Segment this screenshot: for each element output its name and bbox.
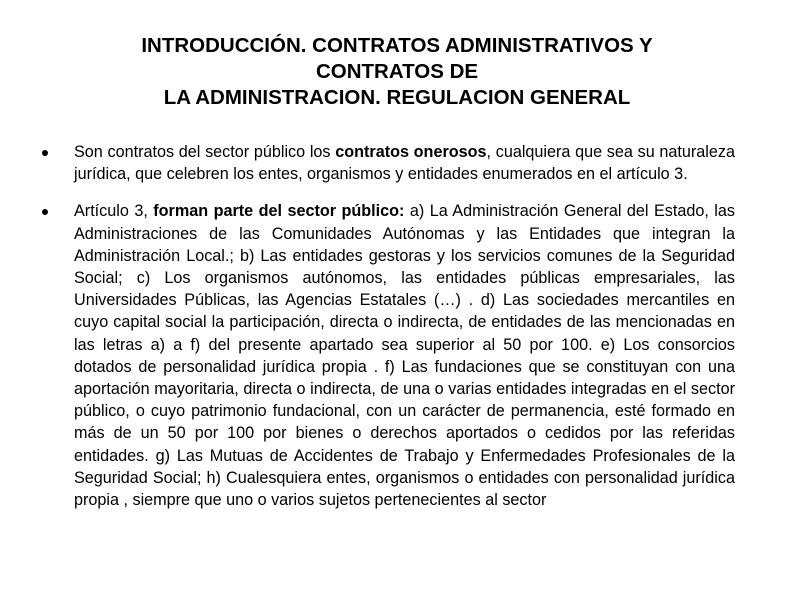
bold-text-run: forman parte del sector público:: [153, 202, 405, 221]
text-run: , cualquiera que sea su naturaleza jurídica, que celebren los entes, organismos y entidades enumerados en el artículo 3.: [74, 143, 735, 184]
bullet-icon: [42, 150, 48, 156]
title-line-1: INTRODUCCIÓN. CONTRATOS ADMINISTRATIVOS Y: [141, 34, 653, 57]
text-run: Artículo 3,: [74, 202, 154, 221]
list-item-text: [74, 143, 735, 183]
title-line-2: CONTRATOS DE: [315, 60, 479, 83]
bullet-list: [41, 141, 735, 526]
text-run: Son contratos del sector público los: [74, 143, 336, 161]
bullet-icon: [42, 209, 48, 215]
bold-text-run: contratos onerosos: [335, 143, 487, 161]
list-item: [41, 141, 735, 185]
list-item: [41, 200, 735, 511]
text-run: a) La Administración General del Estado, las Administraciones de las Comunidades Autónomas y las Entidades que integran la Administración Local.; b) Las entidades gestoras y los servicios comunes de la Seguridad Social; c) Los organismos autónomos, las entidades públicas empresariales, las Universidades Públicas, las Agencias Estatales (…) . d) Las sociedades mercantiles en cuyo capital social la participación, directa o indirecta, de entidades de las mencionadas en las letras a) a f) del presente apartado sea superior al 50 por 100. e) Los consorcios dotados de personalidad jurídica propia . f) Las fundaciones que se constituyan con una aportación mayoritaria, directa o indirecta, de una o varias entidades integradas en el sector público, o cuyo patrimonio fundacional, con un carácter de permanencia, esté formado en más de un 50 por 100 por bienes o derechos aportados o cedidos por las referidas entidades. g) Las Mutuas de Accidentes de Trabajo y Enfermedades Profesionales de la Seguridad Social; h) Cualesquiera entes, organismos o entidades con personalidad jurídica propia , siempre que uno o varios sujetos pertenecientes al sector: [74, 202, 735, 510]
list-item-text: [74, 202, 735, 509]
page-title: [40, 33, 754, 111]
title-line-3: LA ADMINISTRACION. REGULACION GENERAL: [163, 86, 631, 109]
